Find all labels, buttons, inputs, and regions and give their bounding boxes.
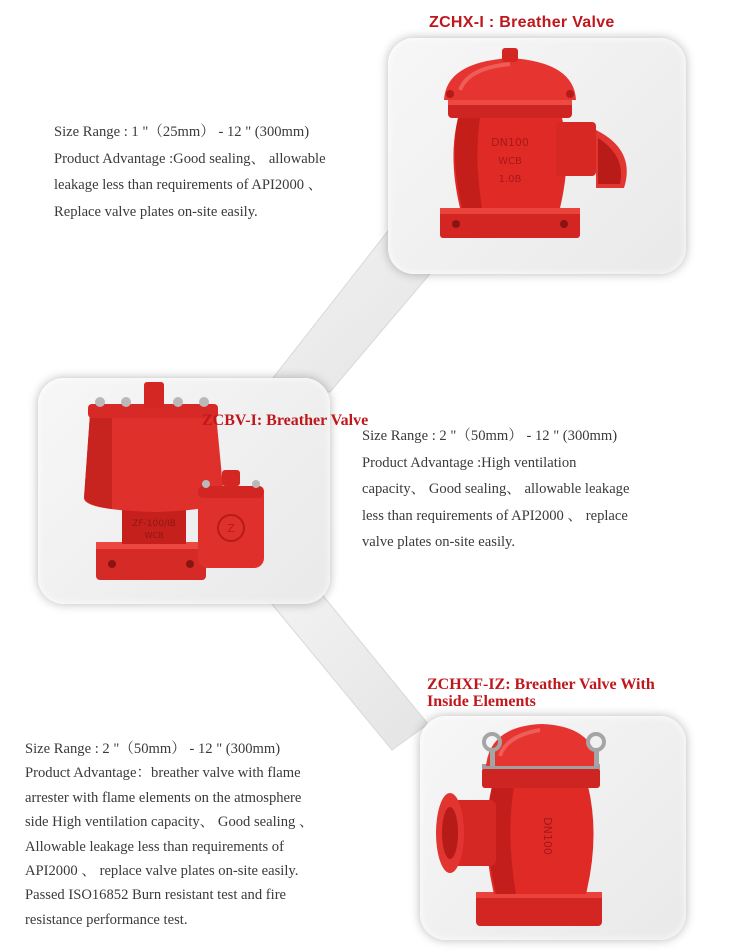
description-line: API2000 、 replace valve plates on-site easily. [25,863,299,880]
svg-text:WCB: WCB [144,531,164,540]
product-description-zcbv-i [362,423,629,556]
product-description-zchx-i [54,119,326,225]
description-line: Size Range : 1 "（25mm） - 12 " (300mm) [54,124,310,140]
description-line: Passed ISO16852 Burn resistant test and fire [25,887,287,904]
zchx-i-valve-image [388,38,686,274]
description-line: resistance performance test. [25,911,188,928]
description-line: side High ventilation capacity、 Good sealing 、 [25,814,314,831]
description-line: capacity、 Good sealing、 allowable leakage [362,481,630,497]
svg-text:WCB: WCB [498,156,522,167]
svg-text:1.0B: 1.0B [498,174,522,185]
product-description-zchxf-iz [25,737,314,932]
description-line: Product Advantage：breather valve with flame [25,765,301,782]
description-line: less than requirements of API2000 、 replace [362,507,628,524]
svg-text:DN100: DN100 [541,817,554,855]
title-line: Inside Elements [427,693,536,710]
product-card-zchx-i [388,38,686,274]
product-title-zcbv-i: ZCBV-I: Breather Valve [202,412,369,429]
description-line: Size Range : 2 "（50mm） - 12 " (300mm) [362,428,618,444]
product-title-zchx-i: ZCHX-I : Breather Valve [429,14,615,31]
description-line: Size Range : 2 "（50mm） - 12 " (300mm) [25,741,281,757]
zchxf-iz-valve-image [420,716,686,940]
description-line: Replace valve plates on-site easily. [54,203,258,220]
description-line: valve plates on-site easily. [362,534,516,550]
svg-text:ZF-100/ⅠB: ZF-100/ⅠB [132,519,176,529]
description-line: Allowable leakage less than requirements of [25,838,284,855]
description-line: arrester with flame elements on the atmosphere [25,789,302,806]
product-title-zchxf-iz [427,676,655,710]
svg-text:Z: Z [227,522,235,535]
description-line: leakage less than requirements of API2000 、 [54,177,323,193]
product-card-zchxf-iz [420,716,686,940]
title-line: ZCHXF-IZ: Breather Valve With [427,676,655,693]
svg-text:DN100: DN100 [491,136,529,149]
description-line: Product Advantage :High ventilation [362,454,577,471]
description-line: Product Advantage :Good sealing、 allowable [54,150,326,167]
